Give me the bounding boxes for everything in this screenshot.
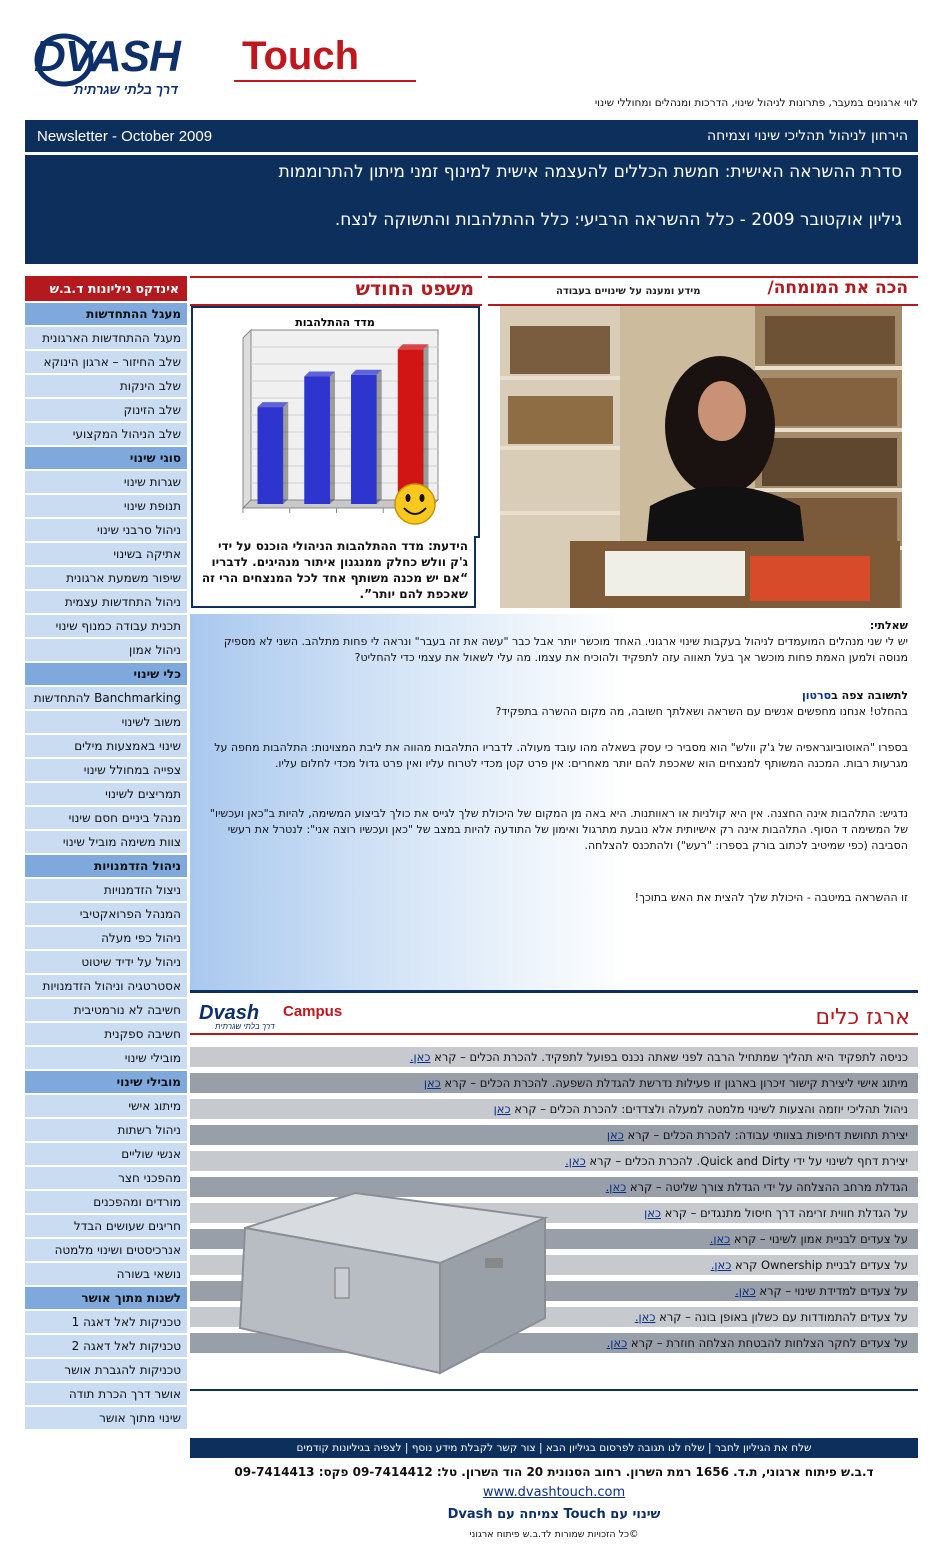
newsletter-date: Newsletter - October 2009 <box>37 128 213 145</box>
newsletter-title: הירחון לניהול תהליכי שינוי וצמיחה <box>707 128 908 144</box>
footer-nav[interactable]: שלח את הגיליון לחבר | שלח לנו תגובה לפרסום בגיליון הבא | צור קשר לקבלת מידע נוסף | לצפיה בגיליונות קודמים <box>190 1438 918 1458</box>
toolbox-row-text: יצירת תחושת דחיפות בצוותי עבודה: להכרת הכלים – קרא <box>623 1128 908 1142</box>
sidebar-item[interactable]: שלב הזינוק <box>25 399 187 421</box>
sidebar-item[interactable]: טכניקות להגברת אושר <box>25 1359 187 1381</box>
footer-url <box>190 1485 918 1500</box>
sidebar-category: לשנות מתוך אושר <box>25 1287 187 1309</box>
toolbox-row-text: מיתוג אישי ליצירת קישור זיכרון בארגון זו פעילות נדרשת להגדלת השפעה. להכרת הכלים – קרא <box>440 1076 908 1090</box>
sidebar-item[interactable]: אנרכיסטים ושינוי מלמטה <box>25 1239 187 1261</box>
toolbox-row-text: כניסה לתפקיד היא תהליך שמתחיל הרבה לפני שאתה נכנס בפועל לתפקיד. להכרת הכלים – קרא <box>430 1050 908 1064</box>
footer-slogan: שינוי עם Touch צמיחה עם Dvash <box>447 1507 661 1522</box>
toolbox-row <box>190 1047 918 1067</box>
sidebar-category: מעגל ההתחדשות <box>25 303 187 325</box>
article-paragraph-3: בספרו "האוטוביוגראפיה של ג'ק וולש" הוא מסביר כי עסק בשאלה מהו עובד מעולה. לדבריו התלהבות מהווה את ליבת המצוינות: התלהבות מחפה על מגרעות רבות. המכנה המשותף למנצחים הוא שאכפת להם יותר מאחרים: אין פרט קטן מכדי לטרוח עליו ואין פרט גדול מכדי לחלום עליו. <box>214 741 908 770</box>
sidebar-item[interactable]: ניהול על ידיד שיטוט <box>25 951 187 973</box>
toolbox-image <box>215 1188 550 1378</box>
toolbox-row-text: יצירת דחף לשינוי על ידי Quick and Dirty. להכרת הכלים – קרא <box>585 1154 908 1168</box>
chart-bar <box>398 344 429 504</box>
toolbox-read-link[interactable]: כאן. <box>710 1258 732 1272</box>
toolbox-read-link[interactable]: כאן. <box>605 1180 627 1194</box>
toolbox-read-link[interactable]: כאן. <box>409 1050 431 1064</box>
sidebar-item[interactable]: נושאי בשורה <box>25 1263 187 1285</box>
sidebar-category: כלי שינוי <box>25 663 187 685</box>
expert-photo <box>500 306 902 608</box>
sidebar-item[interactable]: שינוי באמצעות מילים <box>25 735 187 757</box>
sidebar-item[interactable]: אנשי שוליים <box>25 1143 187 1165</box>
sidebar-item[interactable]: ניהול התחדשות עצמית <box>25 591 187 613</box>
newsletter-header <box>25 120 918 264</box>
campus-tagline: דרך בלתי שגרתית <box>215 1022 275 1031</box>
answer-line <box>208 688 908 704</box>
toolbox-read-link[interactable]: כאן. <box>735 1284 756 1298</box>
chart-title: מדד ההתלהבות <box>295 316 375 329</box>
toolbox-read-link[interactable]: כאן <box>423 1076 441 1090</box>
logo-tagline: דרך בלתי שגרתית <box>74 82 178 97</box>
footer-copyright: ©כל הזכויות שמורות לד.ב.ש פיתוח ארגוני <box>469 1529 639 1540</box>
toolbox-row-text: הגדלת מרחב ההצלחה על ידי הגדלת צורך שליטה – קרא <box>626 1180 908 1194</box>
toolbox-row <box>190 1073 918 1093</box>
sidebar-item[interactable]: מעגל ההתחדשות הארגונית <box>25 327 187 349</box>
sidebar-item[interactable]: ניהול רשתות <box>25 1119 187 1141</box>
sidebar-item[interactable]: תכנית עבודה כמנוף שינוי <box>25 615 187 637</box>
sidebar-item[interactable]: ניצול הזדמנויות <box>25 879 187 901</box>
sentence-quote: הידעת: מדד ההתלהבות הניהולי הוכנס על ידי ג'ק וולש כחלק ממנגנון איתור מנהיגים. לדבריו “אם יש מכנה משותף אחד לכל המנצחים הרי זה שאכפת להם יותר”. <box>191 536 476 608</box>
sidebar-item[interactable]: צוות משימה מוביל שינוי <box>25 831 187 853</box>
sidebar-item[interactable]: חשיבה לא נורמטיבית <box>25 999 187 1021</box>
toolbox-row-text: ניהול תהליכי יוזמה והצעות לשינוי מלמטה למעלה ולצדדים: להכרת הכלים – קרא <box>510 1102 908 1116</box>
sidebar-item[interactable]: שיפור משמעת ארגונית <box>25 567 187 589</box>
sidebar-index <box>25 276 187 1428</box>
toolbox-row <box>190 1151 918 1171</box>
sidebar-item[interactable]: משוב לשינוי <box>25 711 187 733</box>
sidebar-item[interactable]: ניהול אמון <box>25 639 187 661</box>
sidebar-category: מובילי שינוי <box>25 1071 187 1093</box>
chart-bar <box>304 372 335 505</box>
enthusiasm-chart <box>191 306 480 538</box>
series-title: סדרת ההשראה האישית: חמשת הכללים להעצמה אישית למינוף זמני מיתון להתרוממות <box>278 162 902 182</box>
sidebar-item[interactable]: אסטרטגיה וניהול הזדמנויות <box>25 975 187 997</box>
sidebar-item[interactable]: שגרות שינוי <box>25 471 187 493</box>
sidebar-item[interactable]: מהפכני חצר <box>25 1167 187 1189</box>
toolbox-read-link[interactable]: כאן <box>644 1206 662 1220</box>
smiley-icon <box>395 484 435 524</box>
campus-logo-dvash: Dvash <box>199 1002 260 1024</box>
sidebar-item[interactable]: מורדים ומהפכנים <box>25 1191 187 1213</box>
answer-label: לתשובה צפה ב <box>831 689 908 702</box>
article-paragraph-5: זו ההשראה במיטבה - היכולת שלך להצית את האש בתוכך! <box>634 891 908 904</box>
toolbox-bottom-divider <box>190 1389 918 1391</box>
toolbox-row-text: על צעדים למדידת שינוי – קרא <box>755 1284 908 1298</box>
campus-logo-word: Campus <box>283 1003 343 1020</box>
answer-text: בהחלט! אנחנו מחפשים אנשים עם השראה ושאלתך חשובה, מה מקום ההשרה בתפקיד? <box>495 705 908 718</box>
chart-bar <box>351 370 382 504</box>
sidebar-item[interactable]: Banchmarking להתחדשות <box>25 687 187 709</box>
sidebar-item[interactable]: שלב הניהול המקצועי <box>25 423 187 445</box>
sidebar-item[interactable]: ניהול כפי מעלה <box>25 927 187 949</box>
sidebar-item[interactable]: תנופת שינוי <box>25 495 187 517</box>
article-divider <box>190 990 918 993</box>
sidebar-item[interactable]: שלב הינקות <box>25 375 187 397</box>
dvash-touch-logo <box>34 30 384 110</box>
toolbox-read-link[interactable]: כאן. <box>565 1154 586 1168</box>
toolbox-row-text: על צעדים לחקר הצלחות להבטחת הצלחה חוזרת – קרא <box>627 1336 908 1350</box>
logo-rule <box>234 80 416 82</box>
sidebar-category: סוגי שינוי <box>25 447 187 469</box>
sidebar-item[interactable]: צפייה במחולל שינוי <box>25 759 187 781</box>
sidebar-item[interactable]: אושר דרך הכרת תודה <box>25 1383 187 1405</box>
issue-title: גיליון אוקטובר 2009 - כלל ההשראה הרביעי: כלל ההתלהבות והתשוקה לנצח. <box>334 210 902 230</box>
sidebar-item[interactable]: ניהול סרבני שינוי <box>25 519 187 541</box>
chart-svg <box>193 308 478 536</box>
sidebar-item[interactable]: אתיקה בשינוי <box>25 543 187 565</box>
sentence-heading-bar <box>190 276 482 306</box>
sidebar-item[interactable]: טכניקות לאל דאגה 1 <box>25 1311 187 1333</box>
chart-side-wall <box>243 330 251 508</box>
header-divider <box>25 152 918 155</box>
logo-dvash: DVASH <box>34 32 180 81</box>
toolbox-read-link[interactable]: כאן. <box>606 1336 628 1350</box>
question-text: יש לי שני מנהלים המועמדים לניהול בעקבות שינוי ארגוני. האחד מוכשר יותר אבל כבר "עשה את זה בעבר" ונראה לי פחות מתלהב. השני לא מספיק מנוסה ולמען האמת פחות מוכשר אך בעל תאווה עזה לתפקיד ולהוכיח את עצמו. מה עלי לשאול את עצמי כדי להחליט? <box>223 635 908 664</box>
toolbox-read-link[interactable]: כאן <box>606 1128 624 1142</box>
footer-address: ד.ב.ש פיתוח ארגוני, ת.ד. 1656 רמת השרון. רחוב הסנונית 20 הוד השרון. טל: 09-7414412 פקס: 09-7414413 <box>234 1465 874 1479</box>
toolbox-row-text: על צעדים להתמודדות עם כשלון באופן בונה – קרא <box>655 1310 908 1324</box>
toolbox-row-text: על צעדים לבניית אמון לשינוי – קרא <box>730 1232 908 1246</box>
toolbox-row <box>190 1099 918 1119</box>
sidebar-item[interactable]: חריגים שעושים הבדל <box>25 1215 187 1237</box>
sidebar-item[interactable]: המנהל הפרואקטיבי <box>25 903 187 925</box>
sidebar-item[interactable]: מנהל ביניים חסם שינוי <box>25 807 187 829</box>
sidebar-category: ניהול הזדמנויות <box>25 855 187 877</box>
toolbox-title: ארגז כלים <box>815 1005 910 1030</box>
article-paragraph-4: נדגיש: התלהבות אינה החצנה. אין היא קולניות או ראוותנות. היא באה מן המקום של היכולת שלך לגייס את כולך לביצוע המשימה, להיות ב"כאן ועכשיו" של המשימה ד הסוף. התלהבות אינה רק אישיותית אלא נובעת מתרגול ואימון של התודעה להיות במצב של "כאן ועכשיו רוצה אני": לנטרל את רעשי הסביבה (כפי שמיטיב לכתוב בורק בספרו: "רעש") ולהתכנס להצלחה. <box>209 807 908 852</box>
toolbox-row-text: על צעדים לבניית Ownership קרא <box>731 1258 908 1272</box>
expert-heading: הכה את המומחה/ <box>767 278 908 298</box>
sidebar-item[interactable]: חשיבה ספקנית <box>25 1023 187 1045</box>
metal-toolbox-icon <box>240 1193 545 1373</box>
chart-bar <box>258 402 289 504</box>
toolbox-row-text: על הגדלת חווית זרימה דרך חיסול מתנגדים – קרא <box>661 1206 908 1220</box>
sentence-heading: משפט החודש <box>355 278 474 300</box>
sidebar-heading: אינדקס גיליונות ד.ב.ש <box>25 276 187 301</box>
sidebar-item[interactable]: מובילי שינוי <box>25 1047 187 1069</box>
sidebar-item[interactable]: תמריצים לשינוי <box>25 783 187 805</box>
expert-heading-bar <box>488 276 918 306</box>
expert-article <box>190 614 918 992</box>
top-tagline: לווי ארגונים במעבר, פתרונות לניהול שינוי, הדרכות ומנהלים ומחוללי שינוי <box>594 97 918 109</box>
question-label: שאלתי: <box>869 619 908 632</box>
toolbox-read-link[interactable]: כאן <box>493 1102 511 1116</box>
video-link[interactable]: סרטון <box>801 689 832 702</box>
toolbox-row <box>190 1125 918 1145</box>
sidebar-item[interactable]: שינוי מתוך אושר <box>25 1407 187 1429</box>
sidebar-item[interactable]: טכניקות לאל דאגה 2 <box>25 1335 187 1357</box>
dvash-campus-logo <box>195 1000 355 1030</box>
website-link[interactable]: www.dvashtouch.com <box>482 1485 626 1500</box>
sidebar-item[interactable]: שלב החיזור – ארגון הינוקא <box>25 351 187 373</box>
toolbox-read-link[interactable]: כאן. <box>709 1232 731 1246</box>
toolbox-divider <box>190 1033 918 1035</box>
logo-touch: Touch <box>242 34 360 78</box>
expert-subheading: מידע ומענה על שינויים בעבודה <box>556 286 701 297</box>
toolbox-read-link[interactable]: כאן. <box>634 1310 656 1324</box>
sidebar-list <box>25 303 187 1429</box>
photo-illustration <box>500 306 902 608</box>
sidebar-item[interactable]: מיתוג אישי <box>25 1095 187 1117</box>
